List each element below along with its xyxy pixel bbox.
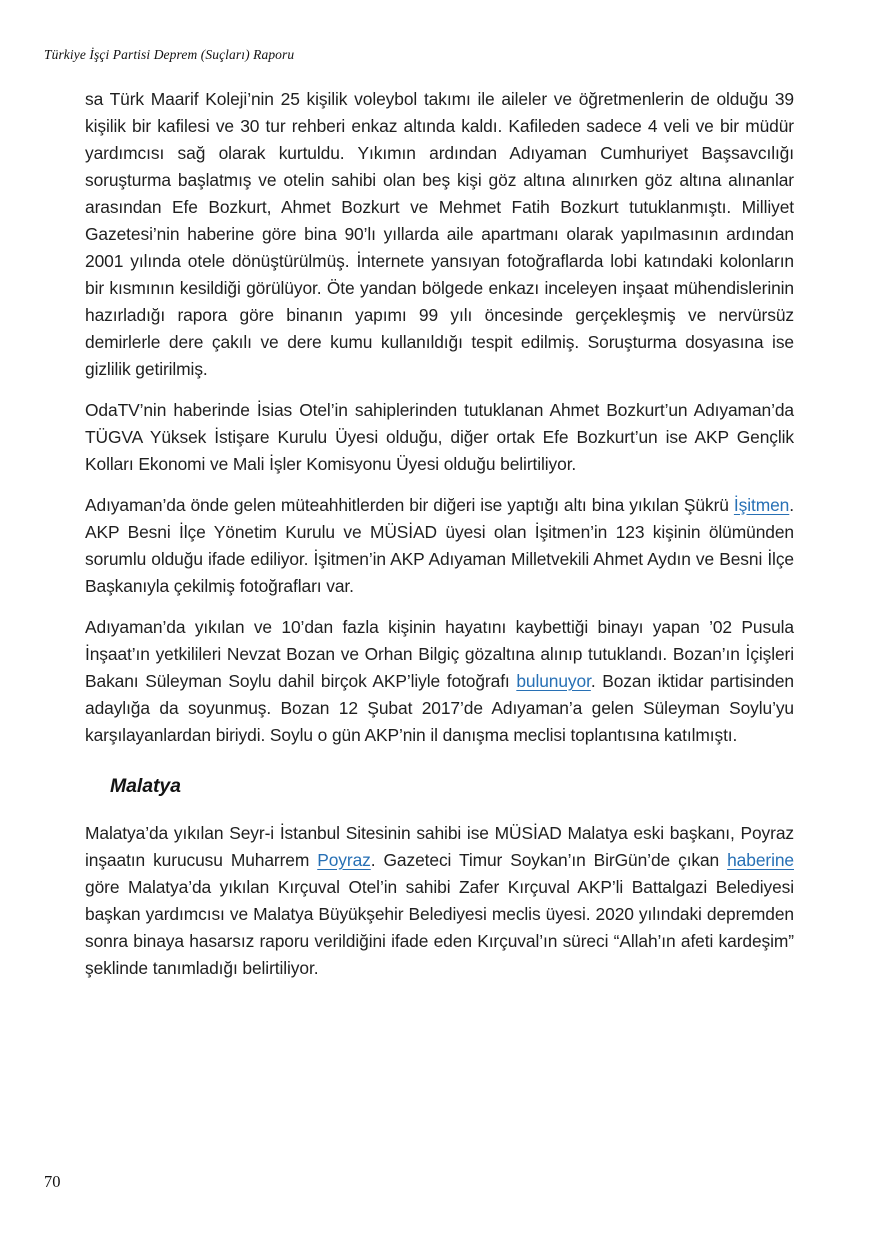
paragraph-3 (85, 492, 794, 600)
paragraph-2: OdaTV’nin haberinde İsias Otel’in sahiplerinden tutuklanan Ahmet Bozkurt’un Adıyaman’da TÜGVA Yüksek İstişare Kurulu Üyesi olduğu, diğer ortak Efe Bozkurt’un ise AKP Gençlik Kolları Ekonomi ve Mali İşler Komisyonu Üyesi olduğu belirtiliyor. (85, 400, 794, 474)
paragraph-3-text-pre: Adıyaman’da önde gelen müteahhitlerden bir diğeri ise yaptığı altı bina yıkılan Şükrü (85, 495, 734, 515)
paragraph-5-text-2: . Gazeteci Timur Soykan’ın BirGün’de çıkan (370, 850, 728, 870)
running-header: Türkiye İşçi Partisi Deprem (Suçları) Raporu (44, 47, 295, 62)
paragraph-5-text-3: göre Malatya’da yıkılan Kırçuval Otel’in sahibi Zafer Kırçuval AKP’li Battalgazi Belediyesi başkan yardımcısı ve Malatya Büyükşehir Belediyesi meclis üyesi. 2020 yılındaki depremden sonra binaya hasarsız raporu verildiğini ifade eden Kırçuval’ın süreci “Allah’ın afeti kardeşim” şeklinde tanımladığı belirtiliyor. (85, 877, 794, 978)
paragraph-5-text-1: Malatya’da yıkılan Seyr-i İstanbul Sitesinin sahibi ise MÜSİAD Malatya eski başkanı, Poyraz inşaatın kurucusu Muharrem (85, 823, 794, 870)
paragraph-1: sa Türk Maarif Koleji’nin 25 kişilik voleybol takımı ile aileler ve öğretmenlerin de olduğu 39 kişilik bir kafilesi ve 30 tur rehberi enkaz altında kaldı. Kafileden sadece 4 veli ve bir müdür yardımcısı sağ olarak kurtuldu. Yıkımın ardından Adıyaman Cumhuriyet Başsavcılığı soruşturma başlatmış ve otelin sahibi olan beş kişi göz altına alınırken göz altına alınanlar arasından Efe Bozkurt, Ahmet Bozkurt ve Mehmet Fatih Bozkurt tutuklanmıştı. Milliyet Gazetesi’nin haberine göre bina 90’lı yıllarda aile apartmanı olarak yapılmasının ardından 2001 yılında otele dönüştürülmüş. İnternete yansıyan fotoğraflarda lobi katındaki kolonların bir kısmının kesildiği görülüyor. Öte yandan bölgede enkazı inceleyen inşaat mühendislerinin hazırladığı rapora göre binanın yapımı 99 yılı öncesinde gerçekleşmiş ve nervürsüz demirlerle dere çakılı ve dere kumu kullanıldığı tespit edilmiş. Soruşturma dosyasına ise gizlilik getirilmiş. (85, 89, 794, 379)
paragraph-4-text-pre: Adıyaman’da yıkılan ve 10’dan fazla kişinin hayatını kaybettiği binayı yapan ’02 Pusula İnşaat’ın yetkilileri Nevzat Bozan ve Orhan Bilgiç gözaltına alınıp tutuklandı. Bozan’ın İçişleri Bakanı Süleyman Soylu dahil birçok AKP’liyle fotoğrafı (85, 617, 794, 691)
link-isitmen[interactable]: İşitmen (733, 495, 790, 515)
link-haberine[interactable]: haberine (727, 850, 794, 870)
paragraph-3-text-post: . AKP Besni İlçe Yönetim Kurulu ve MÜSİAD üyesi olan İşitmen’in 123 kişinin ölümünden sorumlu olduğu ifade ediliyor. İşitmen’in AKP Adıyaman Milletvekili Ahmet Aydın ve Besni İlçe Başkanıyla çekilmiş fotoğrafları var. (85, 495, 794, 596)
body-text (85, 86, 794, 996)
link-poyraz[interactable]: Poyraz (317, 850, 371, 870)
paragraph-4-text-post: . Bozan iktidar partisinden adaylığa da soyunmuş. Bozan 12 Şubat 2017’de Adıyaman’a gelen Süleyman Soylu’yu karşılayanlardan biriydi. Soylu o gün AKP’nin il danışma meclisi toplantısına katılmıştı. (85, 671, 794, 745)
page-number: 70 (44, 1172, 61, 1191)
link-bulunuyor[interactable]: bulunuyor (516, 671, 591, 691)
section-heading-malatya: Malatya (110, 775, 181, 797)
paragraph-4 (85, 614, 794, 749)
paragraph-5 (85, 820, 794, 982)
